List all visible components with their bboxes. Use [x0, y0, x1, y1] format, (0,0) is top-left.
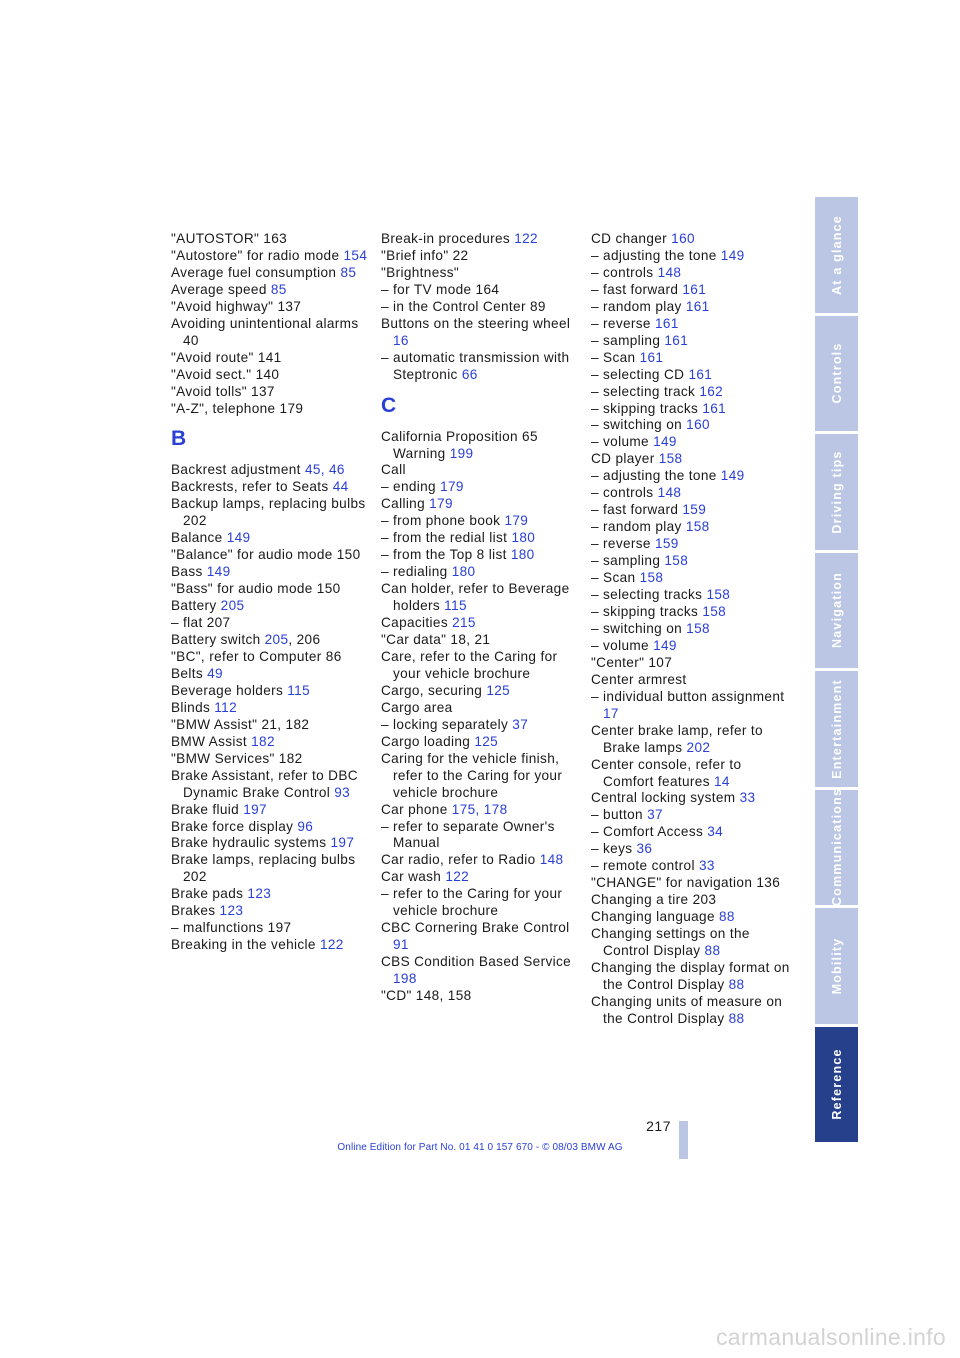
tab-mobility[interactable] [815, 908, 858, 1027]
page-link[interactable]: 88 [704, 943, 721, 959]
index-entry: Average fuel consumption 85 [171, 264, 357, 280]
index-entry: – sampling 161 [591, 332, 689, 348]
tab-communications[interactable] [815, 790, 858, 909]
index-entry: Battery switch 205, 206 [171, 632, 321, 648]
page-link[interactable]: 115 [287, 682, 311, 698]
index-entry: – refer to separate Owner's Manual [381, 818, 555, 851]
tab-label: Navigation [829, 572, 844, 649]
index-entry: Bass 149 [171, 564, 231, 580]
index-entry: – selecting track 162 [591, 383, 724, 399]
tab-label: Communications [829, 788, 844, 907]
page-link[interactable]: 179 [429, 496, 453, 512]
section-letter: B [171, 427, 187, 451]
index-entry: Changing a tire 203 [591, 892, 717, 908]
page-link[interactable]: 33 [739, 790, 756, 806]
index-entry: – switching on 158 [591, 620, 710, 636]
page-link[interactable]: 123 [247, 886, 272, 902]
index-entry: Center armrest [591, 671, 687, 687]
index-entry: Backrests, refer to Seats 44 [171, 479, 349, 495]
tab-controls[interactable] [815, 316, 858, 435]
index-entry: Changing language 88 [591, 909, 735, 925]
index-entry: Belts 49 [171, 665, 223, 681]
index-entry: "Brightness" [381, 264, 460, 280]
page-marker-bar [679, 1121, 688, 1159]
index-entry: Beverage holders 115 [171, 682, 311, 698]
index-entry: "A-Z", telephone 179 [171, 400, 304, 416]
page-link[interactable]: 199 [449, 445, 474, 461]
index-entry: – controls 148 [591, 264, 682, 280]
page-link[interactable]: 122 [319, 937, 344, 953]
section-letter: C [381, 393, 397, 417]
page-link[interactable]: 36 [636, 841, 653, 857]
tab-at-a-glance[interactable] [815, 197, 858, 316]
index-entry: "Avoid highway" 137 [171, 298, 302, 314]
index-entry: Brake pads 123 [171, 886, 272, 902]
page-link[interactable]: 148 [657, 485, 682, 501]
index-entry: Blinds 112 [171, 699, 237, 715]
page-link[interactable]: 149 [720, 247, 745, 263]
page-link[interactable]: 161 [682, 281, 707, 297]
page-link[interactable]: 115 [444, 598, 467, 614]
index-entry: – fast forward 161 [591, 281, 707, 297]
index-column-1 [171, 231, 371, 954]
page-link[interactable]: 91 [393, 937, 409, 953]
page-link[interactable]: 112 [214, 699, 237, 715]
page-link[interactable]: 215 [452, 615, 476, 631]
page-link[interactable]: 96 [297, 818, 314, 834]
tab-label: At a glance [829, 214, 844, 295]
index-entry: – Scan 161 [591, 349, 664, 365]
index-entry: – skipping tracks 158 [591, 603, 727, 619]
index-entry: Brakes 123 [171, 903, 244, 919]
index-entry: Break-in procedures 122 [381, 231, 538, 246]
index-entry: Car phone 175, 178 [381, 801, 508, 817]
index-entry: "Bass" for audio mode 150 [171, 581, 341, 597]
index-entry: – adjusting the tone 149 [591, 468, 745, 484]
index-entry: – from phone book 179 [381, 513, 529, 529]
page-link[interactable]: 37 [512, 716, 529, 732]
index-entry: Brake hydraulic systems 197 [171, 835, 355, 851]
tab-entertainment[interactable] [815, 671, 858, 790]
index-entry: Brake lamps, replacing bulbs 202 [171, 852, 356, 885]
index-entry: Car wash 122 [381, 869, 470, 885]
index-entry: – individual button assignment 17 [591, 688, 785, 721]
edition-footer: Online Edition for Part No. 01 41 0 157 670 - © 08/03 BMW AG [337, 1142, 623, 1153]
index-entry: "BC", refer to Computer 86 [171, 648, 342, 664]
tab-navigation[interactable] [815, 553, 858, 672]
page-link[interactable]: 180 [511, 530, 536, 546]
page-link[interactable]: 160 [671, 231, 695, 246]
page-link[interactable]: 158 [639, 570, 664, 586]
page-link[interactable]: 149 [653, 637, 677, 653]
page-link[interactable]: 88 [728, 976, 745, 992]
index-entry: – malfunctions 197 [171, 920, 292, 936]
index-entry: – flat 207 [171, 615, 231, 631]
index-entry: "Avoid route" 141 [171, 349, 282, 365]
tab-label: Mobility [829, 937, 844, 995]
index-entry: CBC Cornering Brake Control 91 [381, 920, 570, 953]
index-entry: – switching on 160 [591, 417, 710, 433]
page-link[interactable]: 44 [332, 479, 349, 495]
page-link[interactable]: 34 [707, 824, 724, 840]
tab-driving-tips[interactable] [815, 434, 858, 553]
page-link[interactable]: 158 [686, 620, 710, 636]
page-link[interactable]: 182 [251, 733, 275, 749]
page-link[interactable]: 158 [685, 519, 710, 535]
tab-reference[interactable] [815, 1027, 858, 1146]
index-entry: "Balance" for audio mode 150 [171, 547, 361, 563]
index-entry: – from the redial list 180 [381, 530, 536, 546]
page-link[interactable]: 202 [686, 739, 711, 755]
page-link[interactable]: 180 [510, 547, 535, 563]
index-entry: – fast forward 159 [591, 502, 707, 518]
page-link[interactable]: 158 [706, 587, 731, 603]
page-link[interactable]: 161 [685, 298, 710, 314]
page-link[interactable]: 175, 178 [451, 801, 508, 817]
page-link[interactable]: 148 [539, 852, 564, 868]
page-link[interactable]: 88 [728, 1010, 745, 1026]
page-link[interactable]: 161 [654, 315, 679, 331]
index-entry: – automatic transmission with Steptronic 66 [381, 349, 570, 382]
page-link[interactable]: 33 [698, 858, 715, 874]
index-entry: Brake Assistant, refer to DBC Dynamic Brake Control 93 [171, 767, 358, 800]
tab-label: Reference [829, 1048, 844, 1120]
index-entry: "Avoid tolls" 137 [171, 383, 275, 399]
index-entry: Call [381, 462, 406, 478]
index-entry: Brake fluid 197 [171, 801, 267, 817]
index-entry: Can holder, refer to Beverage holders 115 [381, 581, 570, 614]
index-entry: – random play 161 [591, 298, 710, 314]
index-entry: Battery 205 [171, 598, 245, 614]
index-entry: Caring for the vehicle finish, refer to the Caring for your vehicle brochure [381, 750, 563, 800]
index-entry: BMW Assist 182 [171, 733, 275, 749]
page-link[interactable]: 122 [514, 231, 538, 246]
index-entry: – reverse 159 [591, 536, 679, 552]
page-link[interactable]: 16 [393, 332, 409, 348]
index-entry: "BMW Services" 182 [171, 750, 303, 766]
index-entry: Calling 179 [381, 496, 453, 512]
index-entry: – ending 179 [381, 479, 464, 495]
page-link[interactable]: 154 [343, 247, 368, 263]
index-entry: CD changer 160 [591, 231, 695, 246]
page-number: 217 [646, 1118, 671, 1134]
page-link[interactable]: 149 [720, 468, 745, 484]
section-sidebar [815, 197, 858, 1145]
page-link[interactable]: 88 [719, 909, 735, 925]
index-entry: – skipping tracks 161 [591, 400, 727, 416]
index-entry: – button 37 [591, 807, 663, 823]
index-entry: Brake force display 96 [171, 818, 314, 834]
index-entry: – locking separately 37 [381, 716, 529, 732]
index-entry: Avoiding unintentional alarms 40 [171, 315, 359, 348]
index-entry: Backrest adjustment 45, 46 [171, 462, 345, 478]
page-link[interactable]: 162 [699, 383, 724, 399]
page-link[interactable]: 66 [461, 366, 478, 382]
index-entry: – volume 149 [591, 434, 677, 450]
page-link[interactable]: 158 [664, 553, 689, 569]
page-link[interactable]: 161 [664, 332, 689, 348]
index-entry: "Autostore" for radio mode 154 [171, 247, 368, 263]
page-link[interactable]: 161 [702, 400, 727, 416]
index-entry: – keys 36 [591, 841, 653, 857]
index-entry: "CHANGE" for navigation 136 [591, 875, 781, 891]
index-entry: – refer to the Caring for your vehicle brochure [381, 886, 563, 919]
page-link[interactable]: 205 [264, 632, 289, 648]
index-entry: – redialing 180 [381, 564, 476, 580]
page-link[interactable]: 49 [207, 665, 223, 681]
index-entry: – remote control 33 [591, 858, 715, 874]
index-entry: California Proposition 65 Warning 199 [381, 428, 538, 461]
page-link[interactable]: 160 [686, 417, 710, 433]
index-entry: Backup lamps, replacing bulbs 202 [171, 496, 366, 529]
index-entry: Balance 149 [171, 530, 251, 546]
index-entry: Breaking in the vehicle 122 [171, 937, 344, 953]
index-entry: Cargo area [381, 699, 453, 715]
index-entry: "Center" 107 [591, 654, 673, 670]
index-entry: Care, refer to the Caring for your vehicle brochure [381, 648, 558, 681]
index-entry: "Brief info" 22 [381, 247, 469, 263]
index-column-3 [591, 231, 791, 1028]
index-entry: "CD" 148, 158 [381, 988, 472, 1004]
index-entry: – for TV mode 164 [381, 281, 500, 297]
page-link[interactable]: 93 [334, 784, 351, 800]
index-entry: – Scan 158 [591, 570, 664, 586]
index-entry: "AUTOSTOR" 163 [171, 231, 288, 246]
page-link[interactable]: 148 [657, 264, 682, 280]
index-entry: "Car data" 18, 21 [381, 632, 491, 648]
index-entry: – adjusting the tone 149 [591, 247, 745, 263]
page-link[interactable]: 161 [688, 366, 713, 382]
index-entry: Cargo loading 125 [381, 733, 499, 749]
index-entry: Average speed 85 [171, 281, 287, 297]
index-entry: Changing the display format on the Control Display 88 [591, 959, 790, 992]
page-link[interactable]: 197 [243, 801, 267, 817]
index-entry: Center console, refer to Comfort features 14 [591, 756, 742, 789]
page-link[interactable]: 125 [486, 682, 511, 698]
index-entry: Car radio, refer to Radio 148 [381, 852, 564, 868]
index-entry: – sampling 158 [591, 553, 689, 569]
index-entry: Central locking system 33 [591, 790, 756, 806]
page-link[interactable]: 149 [653, 434, 677, 450]
page-link[interactable]: 205 [220, 598, 245, 614]
index-entry: – selecting CD 161 [591, 366, 713, 382]
page-link[interactable]: 85 [270, 281, 287, 297]
index-entry: – reverse 161 [591, 315, 679, 331]
page-link[interactable]: 180 [451, 564, 476, 580]
index-entry: – random play 158 [591, 519, 710, 535]
tab-label: Entertainment [829, 678, 844, 779]
index-entry: – in the Control Center 89 [381, 298, 546, 314]
page-link[interactable]: 122 [445, 869, 470, 885]
page-link[interactable]: 17 [603, 705, 619, 721]
page-link[interactable]: 123 [219, 903, 244, 919]
index-entry: – controls 148 [591, 485, 682, 501]
tab-label: Driving tips [829, 450, 844, 534]
page-link[interactable]: 179 [504, 513, 529, 529]
page-link[interactable]: 125 [474, 733, 499, 749]
index-entry: "Avoid sect." 140 [171, 366, 280, 382]
index-entry: Cargo, securing 125 [381, 682, 511, 698]
page-link[interactable]: 45, 46 [304, 462, 345, 478]
page-link[interactable]: 179 [440, 479, 464, 495]
index-entry: Changing units of measure on the Control Display 88 [591, 993, 783, 1026]
page-link[interactable]: 158 [658, 451, 683, 467]
index-entry: – volume 149 [591, 637, 677, 653]
page-link[interactable]: 158 [702, 603, 727, 619]
page-link[interactable]: 85 [340, 264, 357, 280]
index-entry: Buttons on the steering wheel 16 [381, 315, 571, 348]
page-link[interactable]: 149 [226, 530, 251, 546]
index-entry: CBS Condition Based Service 198 [381, 954, 572, 987]
index-entry: Center brake lamp, refer to Brake lamps 202 [591, 722, 763, 755]
page-link[interactable]: 197 [330, 835, 355, 851]
page-link[interactable]: 14 [713, 773, 730, 789]
page-link[interactable]: 149 [206, 564, 231, 580]
page-link[interactable]: 159 [654, 536, 679, 552]
page-link[interactable]: 198 [393, 971, 417, 987]
page-link[interactable]: 161 [639, 349, 664, 365]
index-entry: Changing settings on the Control Display 88 [591, 926, 750, 959]
index-entry: – from the Top 8 list 180 [381, 547, 535, 563]
watermark: carmanualsonline.info [715, 1324, 946, 1350]
index-entry: "BMW Assist" 21, 182 [171, 716, 310, 732]
index-column-2 [381, 231, 581, 1005]
index-entry: CD player 158 [591, 451, 683, 467]
index-entry: – Comfort Access 34 [591, 824, 724, 840]
tab-label: Controls [829, 342, 844, 404]
page-link[interactable]: 159 [682, 502, 707, 518]
index-entry: – selecting tracks 158 [591, 587, 731, 603]
page-link[interactable]: 37 [647, 807, 663, 823]
index-entry: Capacities 215 [381, 615, 476, 631]
